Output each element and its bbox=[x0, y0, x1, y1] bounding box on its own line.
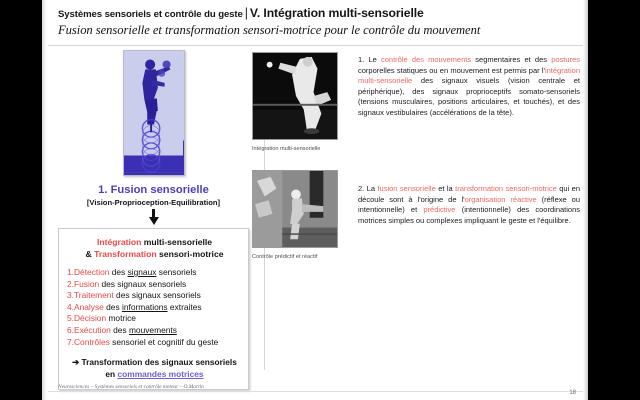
step-underlined-term: mouvements bbox=[128, 324, 177, 335]
body-text: 2. La bbox=[358, 184, 378, 193]
tennis-photo-content-icon bbox=[253, 53, 337, 139]
step-number: 2. bbox=[67, 278, 74, 289]
step-text: des signaux sensoriels bbox=[113, 290, 201, 301]
step-item bbox=[67, 290, 242, 302]
body-text: des signaux visuels (vision centrale et périphérique), des signaux proprioceptifs somato-sensoriels (tensions musculaires, positions articulaires, et touchés), et des signaux vestibulaires (accélérations de la tête). bbox=[358, 76, 580, 117]
slide-header bbox=[58, 6, 574, 38]
left-column bbox=[56, 50, 251, 390]
step-number: 3. bbox=[67, 290, 74, 301]
figure-caption: 1. Fusion sensorielle bbox=[98, 184, 209, 196]
page-title bbox=[58, 6, 574, 20]
step-underlined-term: signaux bbox=[127, 267, 157, 277]
step-keyword: Traitement bbox=[74, 290, 114, 301]
slide-canvas bbox=[42, 0, 588, 400]
tennis-photo-caption: Intégration multi-sensorielle bbox=[252, 146, 321, 152]
body-text: (intentionnelle) des coordinations motrices simples ou complexes impliquant le geste et l'équilibre. bbox=[358, 205, 581, 225]
tennis-serve-photo bbox=[252, 52, 338, 140]
page-subtitle: Fusion sensorielle et transformation sensori-motrice pour le contrôle du mouvement bbox=[58, 23, 481, 37]
climber-photo-caption: Contrôle prédictif et réactif bbox=[252, 254, 318, 260]
step-underlined-term: informations bbox=[121, 301, 168, 312]
step-item bbox=[67, 302, 242, 314]
arrow-right-icon: ➔ bbox=[72, 357, 80, 368]
step-number: 1. bbox=[67, 267, 74, 277]
page-number: 18 bbox=[569, 390, 576, 396]
step-number: 4. bbox=[67, 301, 74, 312]
conclusion-main: Transformation des signaux sensoriels en bbox=[79, 357, 237, 379]
step-item bbox=[67, 267, 242, 279]
heading-ampersand: & bbox=[85, 249, 95, 259]
step-text: des bbox=[103, 301, 122, 312]
highlight-phrase: transformation sensori-motrice bbox=[455, 184, 557, 193]
header-course-title: Systèmes sensoriels et contrôle du geste bbox=[58, 9, 243, 20]
highlight-phrase: organisation réactive bbox=[464, 194, 537, 204]
step-item bbox=[67, 337, 242, 349]
body-text: segmentaires et des bbox=[471, 55, 552, 64]
body-text: (réflexe ou intentionnelle) et bbox=[358, 194, 580, 215]
step-number: 5. bbox=[67, 313, 74, 324]
figure-subcaption: [Vision-Proprioception-Equilibration] bbox=[86, 198, 221, 207]
step-keyword: Analyse bbox=[74, 301, 104, 312]
step-text: des signaux sensoriels bbox=[99, 278, 187, 289]
header-separator: | bbox=[244, 6, 248, 20]
conclusion-link[interactable]: commandes motrices bbox=[117, 368, 204, 379]
step-item bbox=[67, 325, 242, 337]
paragraph-1 bbox=[358, 55, 580, 119]
step-keyword: Fusion bbox=[74, 278, 100, 289]
juggler-unicycle-image bbox=[123, 50, 185, 176]
body-text: 1. Le bbox=[358, 55, 381, 64]
step-text: extraites bbox=[167, 301, 202, 312]
step-keyword: Contrôles bbox=[74, 336, 110, 347]
climber-photo-content-icon bbox=[253, 171, 337, 247]
highlight-phrase: contrôle des mouvements bbox=[380, 55, 472, 64]
heading-integration-word: Intégration bbox=[96, 237, 142, 247]
step-number: 7. bbox=[67, 336, 74, 347]
steps-list bbox=[67, 267, 242, 348]
highlight-phrase: fusion sensorielle bbox=[377, 184, 436, 193]
paragraph-2 bbox=[358, 184, 580, 226]
arrow-down-icon bbox=[149, 209, 159, 225]
step-text: des bbox=[109, 267, 128, 277]
highlight-phrase: postures bbox=[551, 55, 580, 64]
step-item bbox=[67, 313, 242, 325]
step-item bbox=[67, 279, 242, 291]
step-number: 6. bbox=[67, 324, 74, 335]
heading-integration-rest: multi-sensorielle bbox=[141, 237, 213, 247]
body-text: corporelles statiques ou en mouvement est permis par l' bbox=[358, 65, 545, 75]
step-keyword: Exécution bbox=[74, 324, 111, 335]
step-keyword: Décision bbox=[74, 313, 107, 324]
highlight-phrase: intégration multi-sensorielle bbox=[358, 65, 580, 86]
footer-text: Neurosciences – Systèmes sensoriels et contrôle moteur – O.Martin bbox=[58, 384, 204, 390]
header-divider bbox=[48, 45, 584, 46]
juggler-illustration-icon bbox=[124, 51, 184, 173]
process-box-heading bbox=[67, 236, 242, 260]
process-steps-box bbox=[58, 228, 249, 390]
body-text: et la bbox=[435, 184, 456, 193]
body-text: qui en découle sont à l'origine de l' bbox=[358, 184, 581, 204]
footer-divider bbox=[48, 391, 584, 392]
conclusion-text bbox=[67, 357, 242, 380]
step-keyword: Détection bbox=[74, 267, 110, 277]
heading-transformation-rest: sensori-motrice bbox=[156, 249, 224, 259]
climber-photo bbox=[252, 170, 338, 248]
header-section-title: V. Intégration multi-sensorielle bbox=[249, 6, 424, 20]
step-text: sensoriels bbox=[156, 267, 197, 277]
step-text: motrice bbox=[106, 313, 136, 324]
heading-transformation-word: Transformation bbox=[94, 249, 157, 259]
highlight-phrase: prédictive bbox=[423, 205, 456, 215]
step-text: des bbox=[110, 324, 129, 335]
step-text: sensoriel et cognitif du geste bbox=[109, 336, 219, 347]
